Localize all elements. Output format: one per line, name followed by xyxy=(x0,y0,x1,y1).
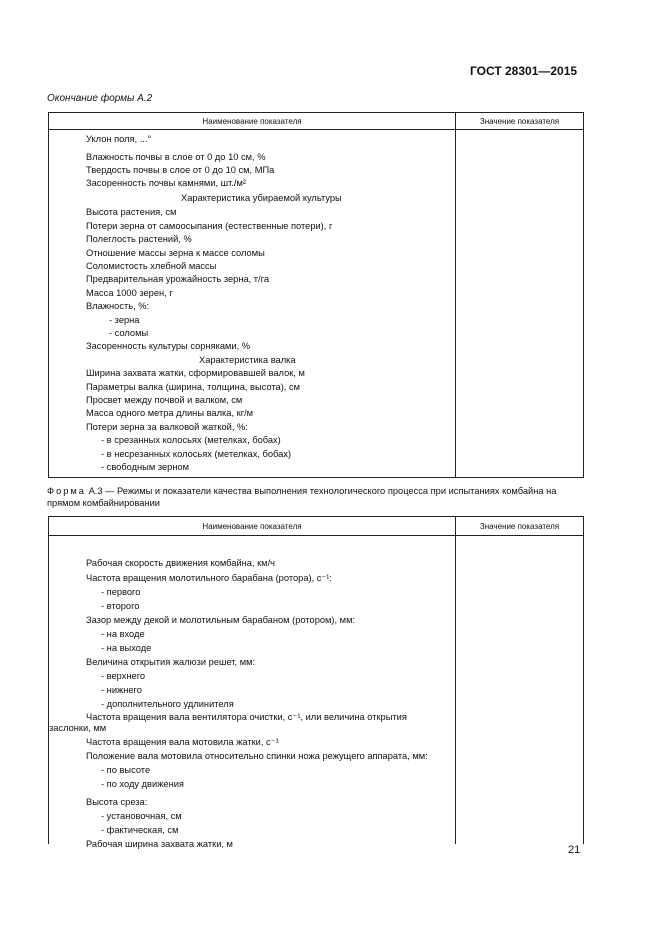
form-a2-col-value: Значение показателя xyxy=(456,113,584,130)
list-item: Влажность почвы в слое от 0 до 10 см, % xyxy=(86,152,266,162)
list-item: Рабочая ширина захвата жатки, м xyxy=(86,839,233,849)
list-item: Влажность, %: xyxy=(86,301,150,311)
list-item: - в несрезанных колосьях (метелках, бобах) xyxy=(101,449,292,459)
form-a3-col-name: Наименование показателя xyxy=(49,517,456,536)
list-item: - на входе xyxy=(101,629,145,639)
list-item: Высота среза: xyxy=(86,797,148,807)
form-a2-col-name: Наименование показателя xyxy=(49,113,456,130)
form-a3-table xyxy=(48,516,584,849)
list-item: Потери зерна от самоосыпания (естественные потери), г xyxy=(86,221,333,231)
list-item: Масса 1000 зерен, г xyxy=(86,288,173,298)
list-item: Уклон поля, ...° xyxy=(86,134,152,144)
list-item: - верхнего xyxy=(101,671,146,681)
list-item: - по высоте xyxy=(101,765,151,775)
list-item: Предварительная урожайность зерна, т/га xyxy=(86,274,269,284)
list-item: Частота вращения вала вентилятора очистки, с⁻¹, или величина открытия xyxy=(86,712,407,722)
list-item: - в срезанных колосьях (метелках, бобах) xyxy=(101,435,281,445)
list-item: Частота вращения молотильного барабана (ротора), с⁻¹: xyxy=(86,573,332,583)
section-heading: Характеристика валка xyxy=(199,355,296,365)
list-item: Частота вращения вала мотовила жатки, с⁻¹ xyxy=(86,737,279,747)
list-item: - свободным зерном xyxy=(101,462,190,472)
list-item: Рабочая скорость движения комбайна, км/ч xyxy=(86,558,276,568)
form-a2-value-cell xyxy=(456,130,584,478)
section-heading: Характеристика убираемой культуры xyxy=(181,193,342,203)
list-item: - установочная, см xyxy=(101,811,182,821)
list-item: Твердость почвы в слое от 0 до 10 см, МПа xyxy=(86,165,275,175)
list-item: - фактическая, см xyxy=(101,825,179,835)
list-item: Зазор между декой и молотильным барабаном (ротором), мм: xyxy=(86,615,356,625)
list-item: заслонки, мм xyxy=(49,723,107,733)
document-code: ГОСТ 28301—2015 xyxy=(470,64,578,78)
page-number: 21 xyxy=(568,844,581,856)
form-a3-col-value: Значение показателя xyxy=(456,517,584,536)
form-a3-title-prefix: Форма xyxy=(47,486,86,496)
list-item: Высота растения, см xyxy=(86,207,177,217)
list-item: Параметры валка (ширина, толщина, высота), см xyxy=(86,382,301,392)
list-item: Потери зерна за валковой жаткой, %: xyxy=(86,422,248,432)
list-item: - соломы xyxy=(109,328,149,338)
list-item: - первого xyxy=(101,587,141,597)
list-item: Соломистость хлебной массы xyxy=(86,261,217,271)
list-item: Положение вала мотовила относительно спинки ножа режущего аппарата, мм: xyxy=(86,751,428,761)
form-a2-caption: Окончание формы А.2 xyxy=(47,93,153,104)
list-item: Масса одного метра длины валка, кг/м xyxy=(86,408,254,418)
form-a3-title xyxy=(47,485,587,509)
list-item: Ширина захвата жатки, сформировавшей валок, м xyxy=(86,368,305,378)
form-a3-title-text: А.3 — Режимы и показатели качества выполнения технологического процесса при испытаниях комбайна на прямом комбайнировании xyxy=(47,486,557,508)
list-item: Величина открытия жалюзи решет, мм: xyxy=(86,657,256,667)
list-item: Просвет между почвой и валком, см xyxy=(86,395,243,405)
list-item: Засоренность культуры сорняками, % xyxy=(86,341,251,351)
list-item: Полеглость растений, % xyxy=(86,234,192,244)
list-item: - на выходе xyxy=(101,643,152,653)
list-item: Засоренность почвы камнями, шт./м² xyxy=(86,178,246,188)
form-a2-table xyxy=(48,112,584,478)
list-item: - зерна xyxy=(109,315,140,325)
list-item: - нижнего xyxy=(101,685,142,695)
list-item: - по ходу движения xyxy=(101,779,184,789)
form-a3-value-cell xyxy=(456,536,584,845)
list-item: - дополнительного удлинителя xyxy=(101,699,234,709)
list-item: Отношение массы зерна к массе соломы xyxy=(86,248,265,258)
list-item: - второго xyxy=(101,601,140,611)
